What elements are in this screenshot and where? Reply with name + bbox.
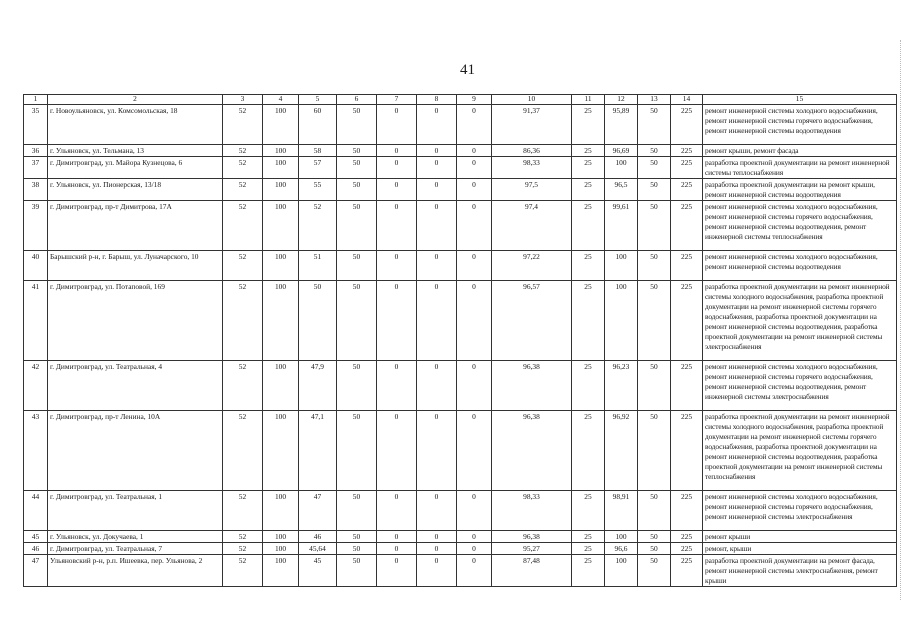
table-row (24, 157, 897, 179)
cell-col-7: 0 (377, 411, 417, 491)
cell-col-8: 0 (417, 201, 457, 251)
cell-col-5: 60 (299, 105, 337, 145)
cell-col-9: 0 (457, 179, 492, 201)
cell-col-5: 50 (299, 281, 337, 361)
cell-col-12: 100 (605, 531, 638, 543)
cell-col-7: 0 (377, 281, 417, 361)
cell-work-description: ремонт инженерной системы холодного водоснабжения, ремонт инженерной системы горячего водоснабжения, ремонт инженерной системы водоотведения, ремонт инженерной системы теплоснабжения (703, 201, 897, 251)
cell-address: Ульяновский р-н, р.п. Ишеевка, пер. Ульянова, 2 (48, 555, 223, 587)
column-header-11: 11 (572, 95, 605, 105)
cell-address: г. Новоульяновск, ул. Комсомольская, 18 (48, 105, 223, 145)
cell-col-14: 225 (671, 543, 703, 555)
cell-row-number: 40 (24, 251, 48, 281)
cell-col-6: 50 (337, 555, 377, 587)
column-header-1: 1 (24, 95, 48, 105)
cell-col-8: 0 (417, 157, 457, 179)
cell-col-11: 25 (572, 543, 605, 555)
table-row (24, 491, 897, 531)
cell-col-11: 25 (572, 491, 605, 531)
cell-col-11: 25 (572, 251, 605, 281)
cell-col-8: 0 (417, 555, 457, 587)
table-row (24, 543, 897, 555)
cell-address: г. Ульяновск, ул. Пионерская, 13/18 (48, 179, 223, 201)
column-header-7: 7 (377, 95, 417, 105)
table-row (24, 281, 897, 361)
cell-col-12: 96,23 (605, 361, 638, 411)
cell-address: г. Димитровград, пр-т Димитрова, 17А (48, 201, 223, 251)
cell-col-7: 0 (377, 157, 417, 179)
cell-col-5: 57 (299, 157, 337, 179)
table-row (24, 251, 897, 281)
cell-col-10: 96,38 (492, 531, 572, 543)
column-header-2: 2 (48, 95, 223, 105)
cell-col-9: 0 (457, 157, 492, 179)
cell-col-11: 25 (572, 555, 605, 587)
cell-row-number: 47 (24, 555, 48, 587)
cell-col-14: 225 (671, 105, 703, 145)
cell-col-9: 0 (457, 411, 492, 491)
cell-col-3: 52 (223, 411, 263, 491)
cell-col-6: 50 (337, 543, 377, 555)
cell-col-14: 225 (671, 555, 703, 587)
cell-work-description: разработка проектной документации на ремонт инженерной системы теплоснабжения (703, 157, 897, 179)
header-row (24, 95, 897, 105)
cell-row-number: 46 (24, 543, 48, 555)
cell-work-description: ремонт инженерной системы холодного водоснабжения, ремонт инженерной системы горячего водоснабжения, ремонт инженерной системы водоотведения, ремонт инженерной системы электроснабжения (703, 361, 897, 411)
cell-col-10: 95,27 (492, 543, 572, 555)
cell-col-12: 100 (605, 251, 638, 281)
cell-address: г. Димитровград, ул. Театральная, 1 (48, 491, 223, 531)
cell-work-description: ремонт, крыши (703, 543, 897, 555)
cell-address: г. Димитровград, ул. Потаповой, 169 (48, 281, 223, 361)
cell-col-9: 0 (457, 361, 492, 411)
cell-col-14: 225 (671, 201, 703, 251)
cell-col-7: 0 (377, 145, 417, 157)
cell-col-8: 0 (417, 491, 457, 531)
cell-col-12: 96,5 (605, 179, 638, 201)
column-header-14: 14 (671, 95, 703, 105)
cell-col-10: 96,57 (492, 281, 572, 361)
scan-edge-marks (897, 40, 901, 600)
cell-work-description: разработка проектной документации на ремонт крыши, ремонт инженерной системы водоотведения (703, 179, 897, 201)
page-number: 41 (460, 62, 475, 78)
cell-address: г. Димитровград, ул. Театральная, 4 (48, 361, 223, 411)
cell-col-13: 50 (638, 251, 671, 281)
column-header-8: 8 (417, 95, 457, 105)
cell-col-4: 100 (263, 411, 299, 491)
cell-col-9: 0 (457, 543, 492, 555)
cell-col-3: 52 (223, 531, 263, 543)
cell-col-8: 0 (417, 281, 457, 361)
cell-col-10: 96,38 (492, 411, 572, 491)
cell-col-9: 0 (457, 201, 492, 251)
cell-col-8: 0 (417, 411, 457, 491)
cell-col-14: 225 (671, 281, 703, 361)
cell-work-description: разработка проектной документации на ремонт фасада, ремонт инженерной системы электроснабжения, ремонт крыши (703, 555, 897, 587)
cell-col-14: 225 (671, 491, 703, 531)
cell-col-3: 52 (223, 145, 263, 157)
cell-col-4: 100 (263, 555, 299, 587)
cell-col-8: 0 (417, 361, 457, 411)
column-header-13: 13 (638, 95, 671, 105)
cell-col-13: 50 (638, 555, 671, 587)
cell-col-4: 100 (263, 491, 299, 531)
cell-col-13: 50 (638, 491, 671, 531)
table-row (24, 531, 897, 543)
cell-col-8: 0 (417, 251, 457, 281)
cell-address: г. Димитровград, ул. Майора Кузнецова, 6 (48, 157, 223, 179)
cell-col-6: 50 (337, 105, 377, 145)
cell-col-9: 0 (457, 251, 492, 281)
cell-col-13: 50 (638, 543, 671, 555)
cell-col-5: 45,64 (299, 543, 337, 555)
cell-col-4: 100 (263, 105, 299, 145)
cell-col-3: 52 (223, 179, 263, 201)
cell-col-4: 100 (263, 543, 299, 555)
cell-col-13: 50 (638, 145, 671, 157)
cell-col-5: 47 (299, 491, 337, 531)
cell-work-description: ремонт инженерной системы холодного водоснабжения, ремонт инженерной системы горячего водоснабжения, ремонт инженерной системы водоотведения (703, 105, 897, 145)
cell-col-10: 96,38 (492, 361, 572, 411)
cell-col-11: 25 (572, 201, 605, 251)
cell-col-10: 98,33 (492, 157, 572, 179)
cell-col-10: 87,48 (492, 555, 572, 587)
table-row (24, 555, 897, 587)
cell-col-4: 100 (263, 361, 299, 411)
cell-col-7: 0 (377, 105, 417, 145)
cell-col-6: 50 (337, 179, 377, 201)
cell-col-4: 100 (263, 281, 299, 361)
cell-col-11: 25 (572, 531, 605, 543)
cell-col-6: 50 (337, 491, 377, 531)
cell-row-number: 42 (24, 361, 48, 411)
cell-col-6: 50 (337, 201, 377, 251)
column-header-9: 9 (457, 95, 492, 105)
cell-col-12: 96,92 (605, 411, 638, 491)
cell-col-8: 0 (417, 531, 457, 543)
cell-col-7: 0 (377, 491, 417, 531)
cell-col-6: 50 (337, 281, 377, 361)
cell-col-11: 25 (572, 157, 605, 179)
column-header-12: 12 (605, 95, 638, 105)
cell-col-8: 0 (417, 145, 457, 157)
cell-col-13: 50 (638, 411, 671, 491)
cell-col-5: 45 (299, 555, 337, 587)
cell-col-12: 100 (605, 157, 638, 179)
cell-col-11: 25 (572, 145, 605, 157)
cell-col-4: 100 (263, 145, 299, 157)
cell-col-9: 0 (457, 281, 492, 361)
cell-col-9: 0 (457, 531, 492, 543)
cell-col-11: 25 (572, 281, 605, 361)
cell-col-10: 97,4 (492, 201, 572, 251)
cell-col-9: 0 (457, 105, 492, 145)
cell-col-4: 100 (263, 251, 299, 281)
cell-col-3: 52 (223, 201, 263, 251)
cell-col-10: 86,36 (492, 145, 572, 157)
cell-col-9: 0 (457, 555, 492, 587)
cell-row-number: 41 (24, 281, 48, 361)
cell-col-9: 0 (457, 491, 492, 531)
cell-col-11: 25 (572, 105, 605, 145)
column-header-3: 3 (223, 95, 263, 105)
cell-work-description: разработка проектной документации на ремонт инженерной системы холодного водоснабжения, разработка проектной документации на ремонт инженерной системы горячего водоснабжения, разработка проектной документации на ремонт инженерной системы водоотведения, разработка проектной документации на ремонт инженерной системы теплоснабжения (703, 411, 897, 491)
cell-col-5: 47,9 (299, 361, 337, 411)
cell-col-3: 52 (223, 555, 263, 587)
cell-col-5: 55 (299, 179, 337, 201)
cell-col-4: 100 (263, 157, 299, 179)
cell-col-7: 0 (377, 555, 417, 587)
cell-row-number: 37 (24, 157, 48, 179)
cell-col-10: 97,22 (492, 251, 572, 281)
cell-col-14: 225 (671, 157, 703, 179)
cell-col-3: 52 (223, 281, 263, 361)
column-header-15: 15 (703, 95, 897, 105)
data-table (23, 94, 897, 587)
cell-col-12: 95,89 (605, 105, 638, 145)
cell-col-7: 0 (377, 531, 417, 543)
cell-work-description: ремонт крыши, ремонт фасада (703, 145, 897, 157)
cell-col-3: 52 (223, 157, 263, 179)
cell-address: г. Ульяновск, ул. Тельмана, 13 (48, 145, 223, 157)
cell-col-8: 0 (417, 105, 457, 145)
cell-col-3: 52 (223, 105, 263, 145)
cell-col-14: 225 (671, 179, 703, 201)
cell-col-4: 100 (263, 201, 299, 251)
cell-col-9: 0 (457, 145, 492, 157)
cell-row-number: 44 (24, 491, 48, 531)
cell-col-13: 50 (638, 105, 671, 145)
cell-col-7: 0 (377, 201, 417, 251)
cell-row-number: 36 (24, 145, 48, 157)
column-header-4: 4 (263, 95, 299, 105)
cell-col-11: 25 (572, 361, 605, 411)
cell-col-4: 100 (263, 179, 299, 201)
cell-col-10: 91,37 (492, 105, 572, 145)
cell-col-14: 225 (671, 145, 703, 157)
cell-col-6: 50 (337, 251, 377, 281)
cell-row-number: 43 (24, 411, 48, 491)
cell-col-12: 100 (605, 555, 638, 587)
cell-address: г. Димитровград, ул. Театральная, 7 (48, 543, 223, 555)
cell-col-7: 0 (377, 361, 417, 411)
table-row (24, 145, 897, 157)
cell-col-13: 50 (638, 281, 671, 361)
cell-col-6: 50 (337, 531, 377, 543)
cell-col-6: 50 (337, 157, 377, 179)
cell-col-13: 50 (638, 179, 671, 201)
cell-col-11: 25 (572, 179, 605, 201)
cell-col-10: 97,5 (492, 179, 572, 201)
cell-work-description: ремонт инженерной системы холодного водоснабжения, ремонт инженерной системы водоотведения (703, 251, 897, 281)
cell-work-description: ремонт крыши (703, 531, 897, 543)
cell-address: г. Ульяновск, ул. Докучаева, 1 (48, 531, 223, 543)
cell-col-12: 98,91 (605, 491, 638, 531)
cell-row-number: 38 (24, 179, 48, 201)
cell-col-12: 96,69 (605, 145, 638, 157)
cell-col-13: 50 (638, 201, 671, 251)
table-row (24, 179, 897, 201)
cell-col-6: 50 (337, 361, 377, 411)
table-row (24, 105, 897, 145)
cell-col-13: 50 (638, 361, 671, 411)
cell-work-description: ремонт инженерной системы холодного водоснабжения, ремонт инженерной системы горячего водоснабжения, ремонт инженерной системы электроснабжения (703, 491, 897, 531)
cell-col-7: 0 (377, 543, 417, 555)
cell-col-8: 0 (417, 179, 457, 201)
cell-col-4: 100 (263, 531, 299, 543)
cell-col-7: 0 (377, 179, 417, 201)
cell-col-12: 99,61 (605, 201, 638, 251)
cell-col-6: 50 (337, 411, 377, 491)
cell-address: г. Димитровград, пр-т Ленина, 10А (48, 411, 223, 491)
column-header-6: 6 (337, 95, 377, 105)
cell-work-description: разработка проектной документации на ремонт инженерной системы холодного водоснабжения, разработка проектной документации на ремонт инженерной системы горячего водоснабжения, разработка проектной документации на ремонт инженерной системы водоотведения, разработка проектной документации на ремонт инженерной системы электроснабжения (703, 281, 897, 361)
column-header-5: 5 (299, 95, 337, 105)
table-row (24, 361, 897, 411)
cell-col-5: 46 (299, 531, 337, 543)
column-header-10: 10 (492, 95, 572, 105)
cell-col-12: 96,6 (605, 543, 638, 555)
cell-col-3: 52 (223, 543, 263, 555)
cell-col-3: 52 (223, 361, 263, 411)
cell-col-14: 225 (671, 411, 703, 491)
cell-col-13: 50 (638, 531, 671, 543)
cell-row-number: 45 (24, 531, 48, 543)
cell-col-3: 52 (223, 251, 263, 281)
cell-address: Барышский р-н, г. Барыш, ул. Луначарского, 10 (48, 251, 223, 281)
cell-col-12: 100 (605, 281, 638, 361)
cell-col-10: 98,33 (492, 491, 572, 531)
cell-col-5: 52 (299, 201, 337, 251)
table-row (24, 201, 897, 251)
cell-col-5: 51 (299, 251, 337, 281)
cell-row-number: 39 (24, 201, 48, 251)
cell-col-6: 50 (337, 145, 377, 157)
cell-col-14: 225 (671, 251, 703, 281)
cell-col-11: 25 (572, 411, 605, 491)
cell-col-7: 0 (377, 251, 417, 281)
cell-col-3: 52 (223, 491, 263, 531)
cell-col-5: 47,1 (299, 411, 337, 491)
cell-col-13: 50 (638, 157, 671, 179)
cell-col-14: 225 (671, 531, 703, 543)
cell-row-number: 35 (24, 105, 48, 145)
cell-col-14: 225 (671, 361, 703, 411)
table-row (24, 411, 897, 491)
cell-col-8: 0 (417, 543, 457, 555)
cell-col-5: 58 (299, 145, 337, 157)
